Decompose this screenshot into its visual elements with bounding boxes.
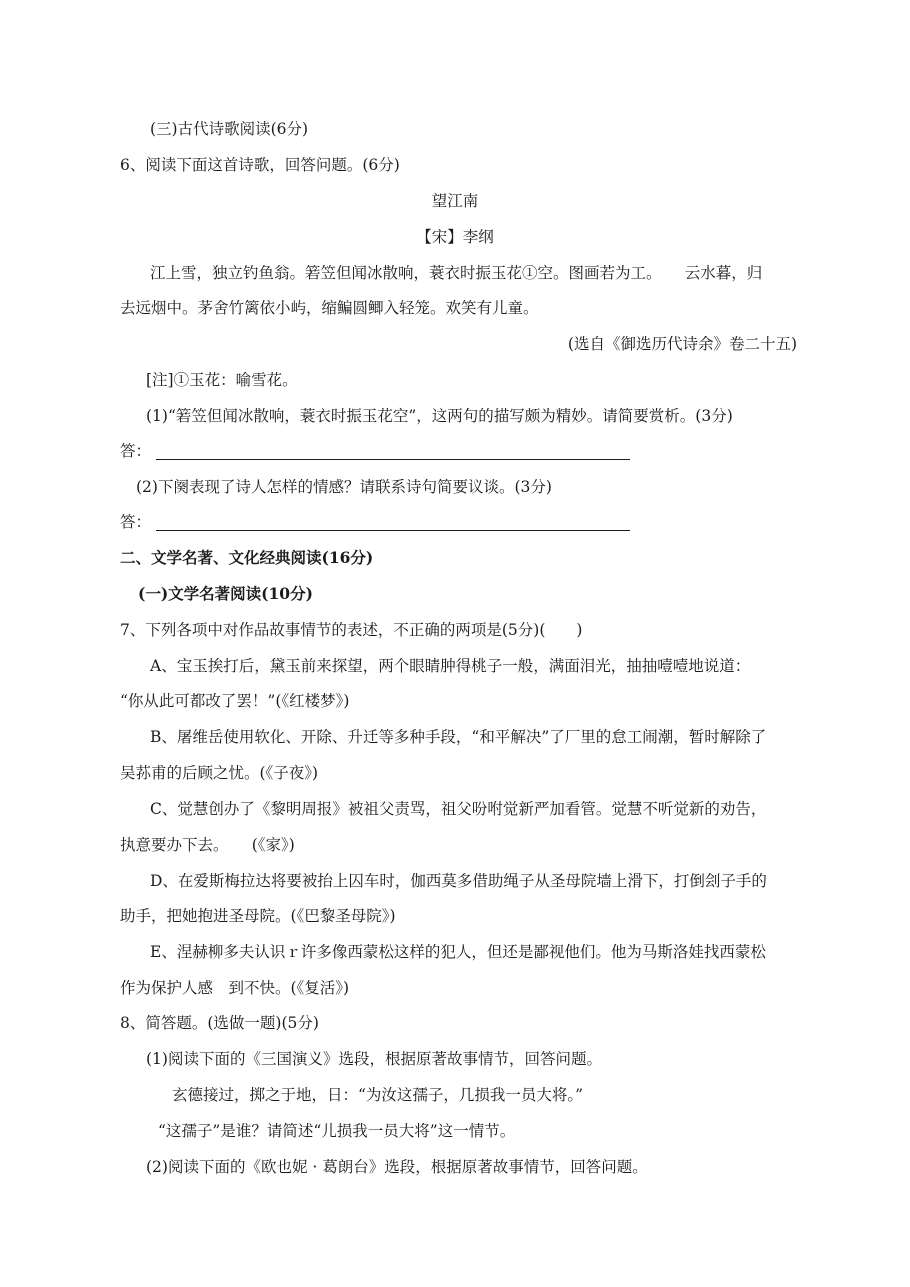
option-b-line-2: 吴荪甫的后顾之忧。(《子夜》) — [120, 764, 319, 782]
option-c-line-1: C、觉慧创办了《黎明周报》被祖父责骂，祖父吩咐觉新严加看管。觉慧不听觉新的劝告， — [150, 800, 767, 818]
part-2-subheading: (一)文学名著阅读(10分) — [138, 584, 313, 603]
answer-blank-1[interactable] — [120, 440, 640, 462]
option-a-line-1: A、宝玉挨打后，黛玉前来探望，两个眼睛肿得桃子一般，满面泪光，抽抽噎噎地说道： — [150, 657, 751, 675]
section-heading-poetry: (三)古代诗歌阅读(6分) — [150, 120, 309, 138]
answer-label: 答： — [120, 513, 152, 531]
question-8-option-2: (2)阅读下面的《欧也妮 · 葛朗台》选段，根据原著故事情节，回答问题。 — [146, 1158, 648, 1176]
option-e-line-1: E、涅赫柳多夫认识ｒ许多像西蒙松这样的犯人，但还是鄙视他们。他为马斯洛娃找西蒙松 — [150, 943, 766, 961]
answer-underline — [156, 459, 630, 460]
option-e-line-2: 作为保护人感 到不快。(《复活》) — [120, 979, 350, 997]
poem-line-1: 江上雪，独立钓鱼翁。箬笠但闻冰散响，蓑衣时振玉花①空。图画若为工。 云水暮，归 — [150, 264, 763, 282]
poem-line-2: 去远烟中。茅舍竹篱依小屿，缩鳊圆鲫入轻笼。欢笑有儿童。 — [120, 299, 539, 317]
poem-title: 望江南 — [431, 192, 479, 210]
question-6-prompt: 6、阅读下面这首诗歌，回答问题。(6分) — [120, 156, 400, 174]
answer-label: 答： — [120, 442, 152, 460]
part-2-heading: 二、文学名著、文化经典阅读(16分) — [120, 548, 374, 567]
answer-underline — [156, 530, 630, 531]
question-6-1: (1)“箬笠但闻冰散响，蓑衣时振玉花空”，这两句的描写颇为精妙。请简要赏析。(3分) — [146, 407, 733, 425]
question-7-prompt: 7、下列各项中对作品故事情节的表述，不正确的两项是(5分)( ) — [120, 621, 583, 639]
option-c-line-2: 执意要办下去。 (《家》) — [120, 836, 295, 854]
poem-author: 【宋】李纲 — [416, 228, 494, 246]
question-8-option-1: (1)阅读下面的《三国演义》选段，根据原著故事情节，回答问题。 — [146, 1050, 602, 1068]
option-b-line-1: B、屠维岳使用软化、开除、升迁等多种手段，“和平解决”了厂里的怠工闹潮，暂时解除了 — [150, 728, 767, 746]
option-a-line-2: “你从此可都改了罢！”(《红楼梦》) — [120, 692, 350, 710]
poem-note: [注]①玉花：喻雪花。 — [146, 371, 298, 389]
answer-blank-2[interactable] — [120, 511, 640, 533]
poem-source: (选自《御选历代诗余》卷二十五) — [567, 335, 797, 353]
question-8-subquestion: “这孺子”是谁？请简述“儿损我一员大将”这一情节。 — [158, 1122, 516, 1140]
option-d-line-2: 助手，把她抱进圣母院。(《巴黎圣母院》) — [120, 907, 396, 925]
option-d-line-1: D、在爱斯梅拉达将要被抬上囚车时，伽西莫多借助绳子从圣母院墙上滑下，打倒刽子手的 — [150, 872, 767, 890]
question-8-quote: 玄德接过，掷之于地，日：“为汝这孺子，几损我一员大将。” — [172, 1086, 584, 1104]
question-8-prompt: 8、简答题。(选做一题)(5分) — [120, 1014, 319, 1032]
question-6-2: (2)下阕表现了诗人怎样的情感？请联系诗句简要议谈。(3分) — [136, 478, 552, 496]
